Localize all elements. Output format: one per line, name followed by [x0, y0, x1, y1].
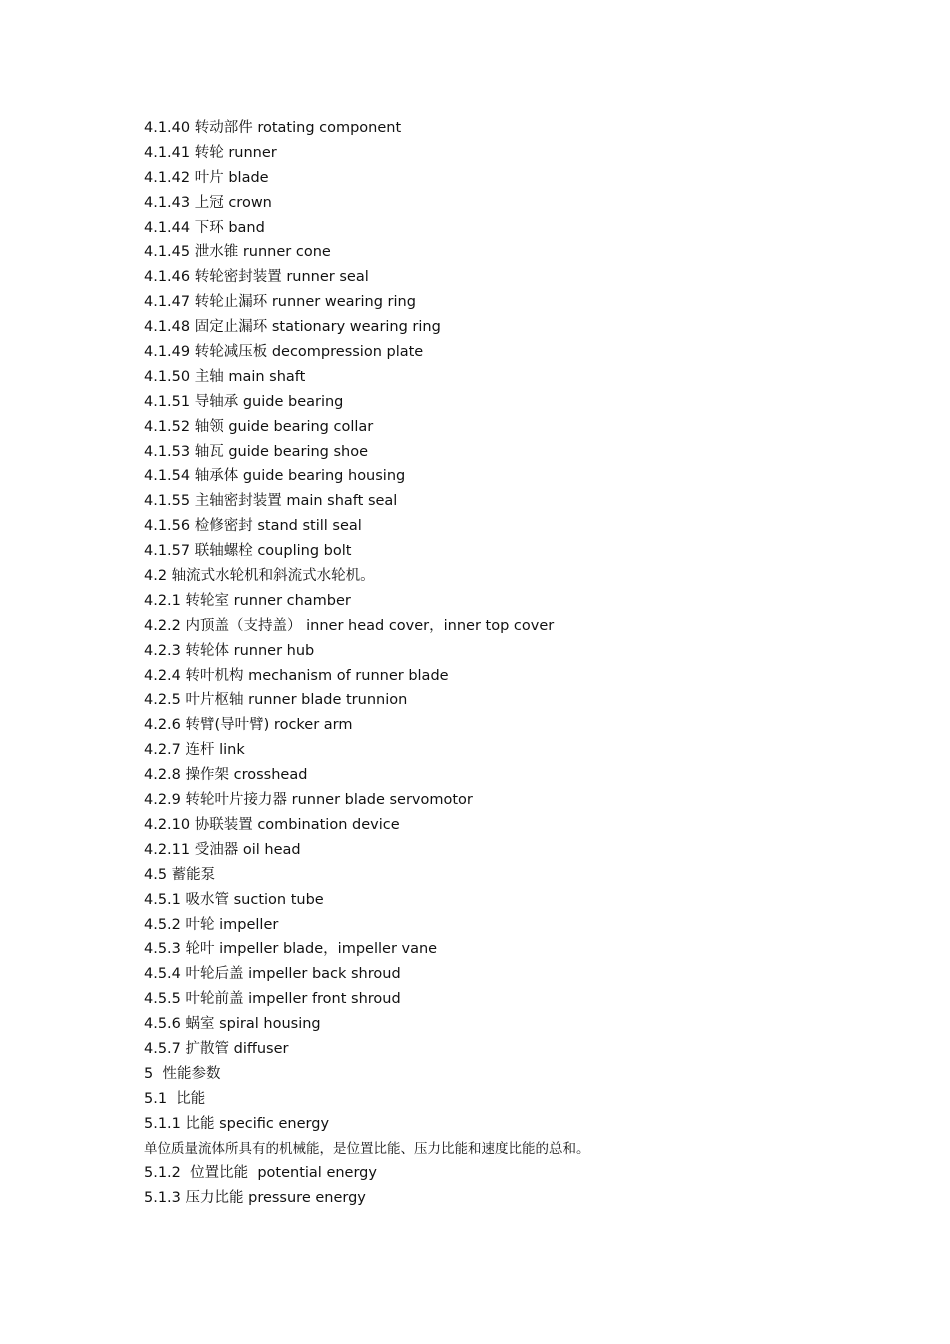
glossary-entry: 4.2.10 协联装置 combination device [144, 816, 400, 833]
glossary-entry: 4.2.3 转轮体 runner hub [144, 642, 315, 659]
glossary-entry: 4.1.53 轴瓦 guide bearing shoe [144, 443, 369, 460]
glossary-list [144, 116, 904, 1211]
glossary-entry: 4.1.44 下环 band [144, 219, 265, 236]
glossary-entry: 4.1.45 泄水锥 runner cone [144, 244, 331, 261]
glossary-entry: 4.2.11 受油器 oil head [144, 841, 301, 858]
glossary-entry: 4.1.54 轴承体 guide bearing housing [144, 468, 406, 485]
glossary-entry: 4.5.7 扩散管 diffuser [144, 1040, 289, 1057]
glossary-entry: 4.1.57 联轴螺栓 coupling bolt [144, 543, 352, 560]
glossary-entry: 4.1.41 转轮 runner [144, 144, 277, 161]
glossary-entry: 4.5.4 叶轮后盖 impeller back shroud [144, 966, 401, 983]
glossary-entry: 4.5.1 吸水管 suction tube [144, 891, 324, 908]
glossary-entry: 4.1.47 转轮止漏环 runner wearing ring [144, 294, 416, 311]
glossary-entry: 4.2.7 连杆 link [144, 742, 245, 759]
glossary-entry: 4.5.2 叶轮 impeller [144, 916, 279, 933]
glossary-entry: 4.2.8 操作架 crosshead [144, 767, 308, 784]
definition-text: 单位质量流体所具有的机械能，是位置比能、压力比能和速度比能的总和。 [144, 1140, 590, 1157]
glossary-entry: 4.2.4 转叶机构 mechanism of runner blade [144, 667, 449, 684]
glossary-entry: 5.1.1 比能 specific energy [144, 1115, 330, 1132]
glossary-entry: 4.2.6 转臂(导叶臂) rocker arm [144, 717, 353, 734]
glossary-entry: 4.5.3 轮叶 impeller blade，impeller vane [144, 941, 438, 958]
glossary-entry: 4.1.52 轴领 guide bearing collar [144, 418, 374, 435]
glossary-entry: 4.2.2 内顶盖（支持盖） inner head cover，inner top cover [144, 617, 555, 634]
glossary-entry: 4.1.46 转轮密封装置 runner seal [144, 269, 369, 286]
section-heading: 5 性能参数 [144, 1065, 221, 1082]
glossary-entry: 4.1.48 固定止漏环 stationary wearing ring [144, 319, 441, 336]
glossary-entry: 4.1.56 检修密封 stand still seal [144, 518, 362, 535]
glossary-entry: 4.2.5 叶片枢轴 runner blade trunnion [144, 692, 408, 709]
glossary-entry: 4.1.40 转动部件 rotating component [144, 120, 402, 136]
section-heading: 4.5 蓄能泵 [144, 866, 216, 883]
glossary-entry: 4.1.42 叶片 blade [144, 169, 269, 186]
glossary-entry: 5.1.3 压力比能 pressure energy [144, 1190, 366, 1207]
glossary-entry: 4.1.49 转轮减压板 decompression plate [144, 344, 424, 361]
glossary-entry: 4.1.55 主轴密封装置 main shaft seal [144, 493, 398, 510]
section-heading: 4.2 轴流式水轮机和斜流式水轮机。 [144, 568, 375, 585]
glossary-entry: 4.1.50 主轴 main shaft [144, 368, 306, 385]
glossary-entry: 5.1.2 位置比能 potential energy [144, 1165, 377, 1182]
glossary-entry: 4.5.5 叶轮前盖 impeller front shroud [144, 991, 401, 1008]
section-heading: 5.1 比能 [144, 1090, 206, 1107]
glossary-entry: 4.1.51 导轴承 guide bearing [144, 393, 344, 410]
glossary-entry: 4.1.43 上冠 crown [144, 194, 272, 211]
glossary-entry: 4.2.9 转轮叶片接力器 runner blade servomotor [144, 792, 473, 809]
glossary-entry: 4.5.6 蜗室 spiral housing [144, 1016, 321, 1033]
glossary-entry: 4.2.1 转轮室 runner chamber [144, 592, 351, 609]
